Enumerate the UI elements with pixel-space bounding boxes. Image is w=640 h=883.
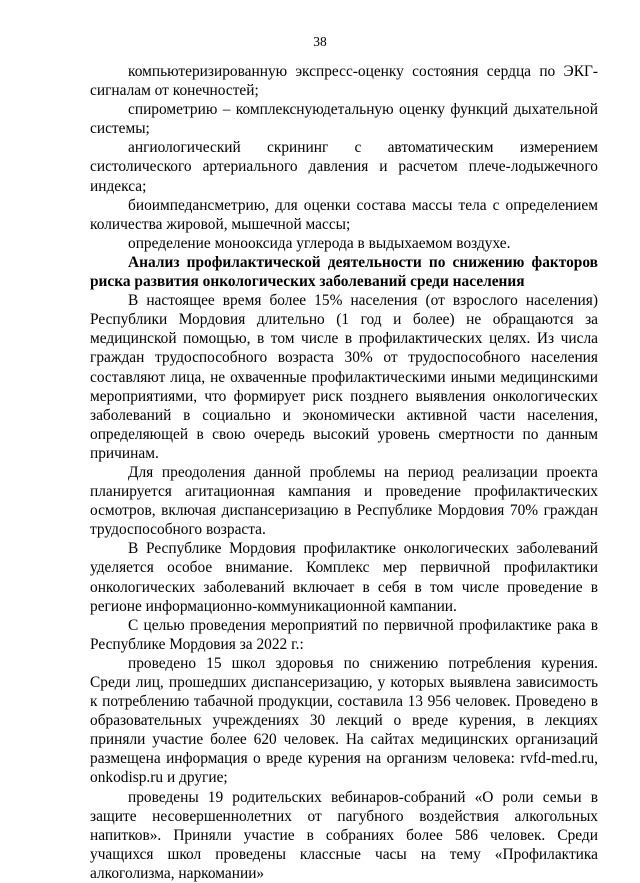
list-item-spirometry: спирометрию – комплекснуюдетальную оценку функций дыхательной системы; <box>90 101 598 138</box>
section-heading: Анализ профилактической деятельности по снижению факторов риска развития онкологических заболеваний среди населения <box>90 253 598 291</box>
paragraph-population-stats: В настоящее время более 15% населения (от взрослого населения) Республики Мордовия длительно (1 год и более) не обращаются за медицинской помощью, в том числе в профилактических целях. Из числа граждан трудоспособного возраста 30% от трудоспособного населения составляют лица, не охваченные профилактическими иными медицинскими мероприятиями, что формирует риск позднего выявления онкологических заболеваний в социально и экономически активной части населения, определяющей в свою очередь высокий уровень смертности по данным причинам. <box>90 292 598 462</box>
list-item-angiology: ангиологический скрининг с автоматическим измерением систолического артериального давления и расчетом плече-лодыжечного индекса; <box>90 139 598 195</box>
paragraph-prevention-focus: В Республике Мордовия профилактике онкологических заболеваний уделяется особое внимание. Комплекс мер первичной профилактики онкологических заболеваний включает в себя в том числе проведение в регионе информационно-коммуникационной кампании. <box>90 540 598 615</box>
paragraph-2022-intro: С целью проведения мероприятий по первичной профилактике рака в Республике Мордовия за 2022 г.: <box>90 616 598 653</box>
list-item-ecg: компьютеризированную экспресс-оценку состояния сердца по ЭКГ-сигналам от конечностей; <box>90 63 598 100</box>
list-item-smoking-schools: проведено 15 школ здоровья по снижению потребления курения. Среди лиц, прошедших диспансеризацию, у которых выявлена зависимость к потреблению табачной продукции, составила 13 956 человек. Проведено в образовательных учреждениях 30 лекций о вреде курения, в лекциях приняли участие более 620 человек. На сайтах медицинских организаций размещена информация о вреде курения на организм человека: rvfd-med.ru, onkodisp.ru и другие; <box>90 654 598 787</box>
paragraph-campaign-plan: Для преодоления данной проблемы на период реализации проекта планируется агитационная кампания и проведение профилактических осмотров, включая диспансеризацию в Республике Мордовия 70% граждан трудоспособного возраста. <box>90 463 598 539</box>
page-number: 38 <box>313 34 327 49</box>
document-body <box>90 62 598 883</box>
list-item-bioimpedance: биоимпедансметрию, для оценки состава массы тела с определением количества жировой, мышечной массы; <box>90 196 598 233</box>
list-item-carbon-monoxide: определение монооксида углерода в выдыхаемом воздухе. <box>128 234 511 252</box>
list-item-parent-webinars: проведены 19 родительских вебинаров-собраний «О роли семьи в защите несовершеннолетних от пагубного воздействия алкогольных напитков». Приняли участие в собраниях более 586 человек. Среди учащихся школ проведены классные часы на тему «Профилактика алкоголизма, наркомании» <box>90 788 598 882</box>
